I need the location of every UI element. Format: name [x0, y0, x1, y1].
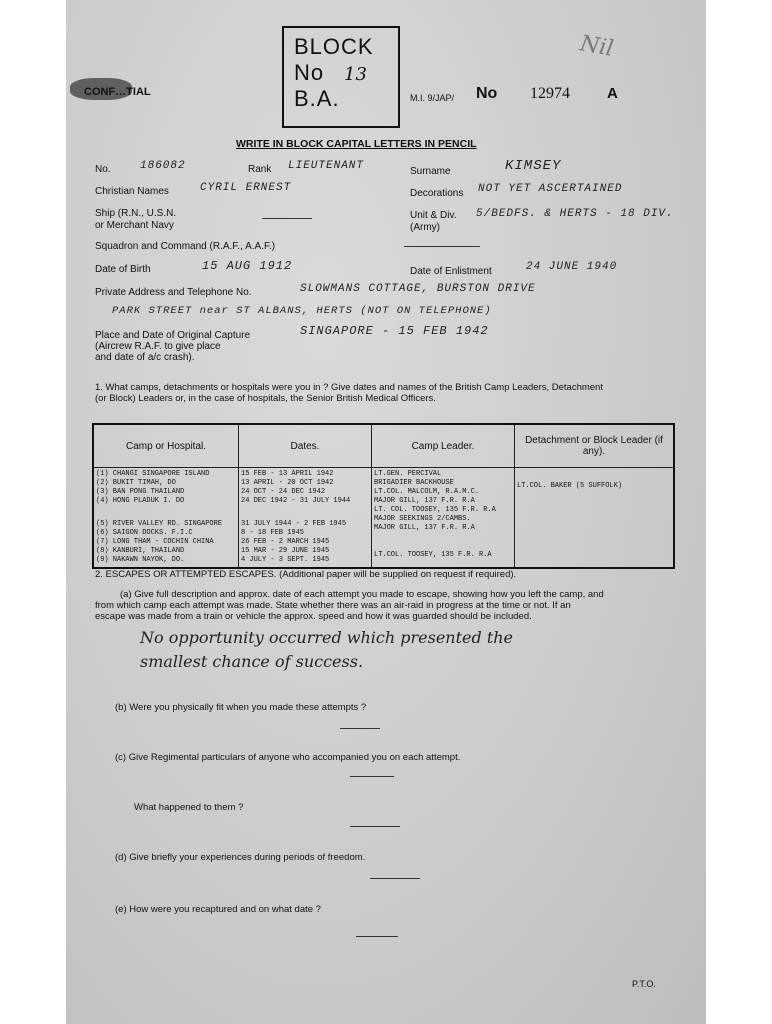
unit-label-2: (Army)	[410, 222, 440, 233]
q2a-text-1: (a) Give full description and approx. date of each attempt you made to escape, showing how you left the camp, and	[120, 589, 604, 600]
q1-text-1: 1. What camps, detachments or hospitals were you in ? Give dates and names of the British Camp Leaders, Detachment	[95, 382, 603, 393]
camp-entry: (4) HONG PLADUK I. DO	[96, 497, 185, 505]
enlistment-value: 24 JUNE 1940	[526, 261, 618, 273]
rank-label: Rank	[248, 164, 272, 175]
camps-cell	[93, 468, 239, 569]
leader-entry: LT.COL. MALCOLM, R.A.M.C.	[374, 488, 480, 496]
q2d-blank	[370, 878, 420, 879]
camp-entry: (2) BUKIT TIMAH, DO	[96, 479, 176, 487]
leader-gap	[374, 542, 512, 551]
ship-label-1: Ship (R.N., U.S.N.	[95, 208, 177, 219]
q1-text-2: (or Block) Leaders or, in the case of hospitals, the Senior British Medical Officers.	[95, 393, 436, 404]
q2c-follow-text: What happened to them ?	[134, 802, 244, 813]
decorations-label: Decorations	[410, 188, 464, 199]
surname-value: KIMSEY	[505, 158, 562, 174]
leader-entry: LT.COL. TOOSEY, 135 F.R. R.A	[374, 551, 492, 559]
q2e-text: (e) How were you recaptured and on what date ?	[115, 904, 321, 915]
leader-entry: MAJOR GILL, 137 F.R. R.A	[374, 524, 475, 532]
corner-note: Nil	[578, 31, 616, 62]
camp-entry: (9) NAKAWN NAYOK, DO.	[96, 556, 185, 564]
q2c-blank	[350, 776, 394, 777]
stamp-line-3: B.A.	[294, 86, 340, 111]
ref-no-label: No	[476, 85, 498, 102]
stamp-handwritten-number: 13	[344, 64, 367, 85]
q2a-answer-1: No opportunity occurred which presented the	[140, 628, 514, 647]
address-value-1: SLOWMANS COTTAGE, BURSTON DRIVE	[300, 283, 536, 295]
q2c-follow-blank	[350, 826, 400, 827]
q2a-answer-2: smallest chance of success.	[140, 652, 364, 671]
camps-table	[92, 423, 675, 569]
detachment-entry: LT.COL. BAKER (5 SUFFOLK)	[517, 482, 623, 490]
capture-label-3: and date of a/c crash).	[95, 352, 195, 363]
squadron-blank	[404, 246, 480, 247]
leader-gap	[374, 533, 512, 542]
capture-value: SINGAPORE - 15 FEB 1942	[300, 324, 489, 338]
col-camp-leader: Camp Leader.	[372, 424, 515, 468]
instruction-heading: WRITE IN BLOCK CAPITAL LETTERS IN PENCIL	[236, 138, 477, 150]
capture-label-2: (Aircrew R.A.F. to give place	[95, 341, 221, 352]
dates-cell	[239, 468, 372, 569]
dob-value: 15 AUG 1912	[202, 259, 293, 273]
leader-entry: MAJOR SEEKINGS 2/CAMBS.	[374, 515, 471, 523]
col-dates: Dates.	[239, 424, 372, 468]
no-label: No.	[95, 164, 111, 175]
camp-entry: (3) BAN PONG THAILAND	[96, 488, 185, 496]
ship-blank	[262, 218, 312, 219]
ref-prefix: M.I. 9/JAP/	[410, 93, 455, 103]
confidential-label: CONF…TIAL	[84, 86, 151, 98]
leaders-cell	[372, 468, 515, 569]
date-entry: 13 APRIL - 20 OCT 1942	[241, 479, 334, 487]
camp-entry: (5) RIVER VALLEY RD. SINGAPORE	[96, 520, 223, 528]
date-entry: 8 - 18 FEB 1945	[241, 529, 305, 537]
address-label: Private Address and Telephone No.	[95, 287, 252, 298]
stamp-line-2: No	[294, 60, 325, 85]
surname-label: Surname	[410, 166, 451, 177]
stamp-line-1: BLOCK	[294, 34, 374, 59]
q2b-blank	[340, 728, 380, 729]
camp-entry: (1) CHANGI SINGAPORE ISLAND	[96, 470, 210, 478]
camp-gap	[96, 506, 236, 520]
col-detachment: Detachment or Block Leader (if any).	[515, 424, 675, 468]
leader-entry: MAJOR GILL, 137 F.R. R.A	[374, 497, 475, 505]
block-stamp	[282, 26, 400, 128]
no-value: 186082	[140, 160, 186, 172]
q2-heading: 2. ESCAPES OR ATTEMPTED ESCAPES. (Additional paper will be supplied on request if required).	[95, 569, 517, 580]
camp-entry: (6) SAIGON DOCKS. F.I.C	[96, 529, 193, 537]
capture-label-1: Place and Date of Original Capture	[95, 330, 251, 341]
enlistment-label: Date of Enlistment	[410, 266, 492, 277]
pto-label: P.T.O.	[632, 979, 656, 989]
date-entry: 31 JULY 1944 - 2 FEB 1945	[241, 520, 347, 528]
decorations-value: NOT YET ASCERTAINED	[478, 183, 623, 195]
leader-entry: LT. COL. TOOSEY, 135 F.R. R.A	[374, 506, 496, 514]
table-row	[93, 468, 674, 569]
unit-label-1: Unit & Div.	[410, 210, 457, 221]
date-entry: 15 FEB - 13 APRIL 1942	[241, 470, 334, 478]
q2a-text-2: from which camp each attempt was made. State whether there was an air-raid in progress at the time or not. If an	[95, 600, 571, 611]
q2c-text: (c) Give Regimental particulars of anyone who accompanied you on each attempt.	[115, 752, 461, 763]
camp-entry: (7) LONG THAM - COCHIN CHINA	[96, 538, 214, 546]
ref-suffix: A	[607, 85, 618, 102]
dob-label: Date of Birth	[95, 264, 151, 275]
ref-number: 12974	[530, 85, 570, 102]
rank-value: LIEUTENANT	[288, 160, 365, 172]
date-entry: 26 FEB - 2 MARCH 1945	[241, 538, 330, 546]
christian-names-value: CYRIL ERNEST	[200, 182, 292, 194]
leader-entry: BRIGADIER BACKHOUSE	[374, 479, 454, 487]
date-entry: 4 JULY - 3 SEPT. 1945	[241, 556, 330, 564]
date-gap	[241, 506, 369, 520]
date-entry: 15 MAR - 29 JUNE 1945	[241, 547, 330, 555]
christian-names-label: Christian Names	[95, 186, 169, 197]
ship-label-2: or Merchant Navy	[95, 220, 174, 231]
camp-entry: (8) KANBURI, THAILAND	[96, 547, 185, 555]
q2a-text-3: escape was made from a train or vehicle the approx. speed and how it was guarded should be included.	[95, 611, 532, 622]
address-value-2: PARK STREET near ST ALBANS, HERTS (NOT ON TELEPHONE)	[112, 305, 492, 317]
unit-value: 5/BEDFS. & HERTS - 18 DIV.	[476, 208, 674, 220]
detachment-cell	[515, 468, 675, 569]
squadron-label: Squadron and Command (R.A.F., A.A.F.)	[95, 241, 276, 252]
q2b-text: (b) Were you physically fit when you made these attempts ?	[115, 702, 367, 713]
date-entry: 24 OCT - 24 DEC 1942	[241, 488, 326, 496]
leader-entry: LT.GEN. PERCIVAL	[374, 470, 442, 478]
camps-table-header	[93, 424, 674, 468]
date-entry: 24 DEC 1942 - 31 JULY 1944	[241, 497, 351, 505]
col-camp: Camp or Hospital.	[93, 424, 239, 468]
q2e-blank	[356, 936, 398, 937]
q2d-text: (d) Give briefly your experiences during periods of freedom.	[115, 852, 366, 863]
